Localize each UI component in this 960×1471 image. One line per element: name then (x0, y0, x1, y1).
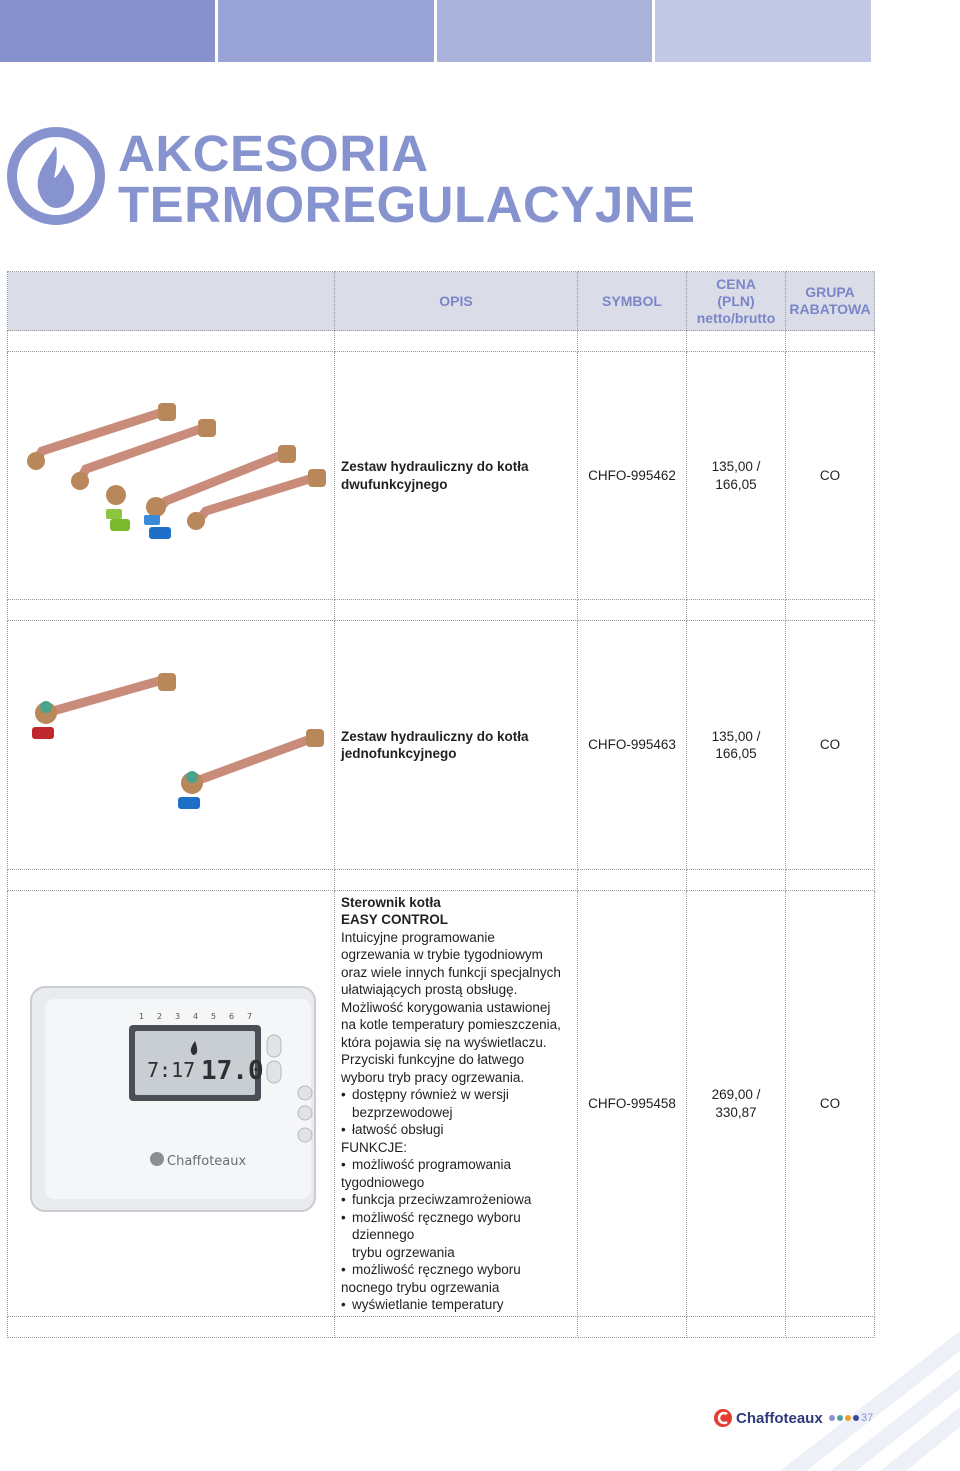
functions-heading: FUNKCJE: (341, 1139, 408, 1155)
title-line-1: AKCESORIA (118, 125, 429, 182)
price-netto: 135,00 / (711, 459, 761, 474)
list-item: • dostępny również w wersji bezprzewodowej (341, 1086, 571, 1121)
top-bar-segment-3 (437, 0, 652, 62)
table-row (8, 891, 875, 1317)
decorative-stripes (720, 1311, 960, 1471)
svg-text:1: 1 (139, 1012, 145, 1022)
svg-text:7: 7 (247, 1012, 253, 1022)
product-image-cell (8, 621, 335, 870)
product-name-line-2: dwufunkcyjnego (341, 476, 448, 492)
list-item: • możliwość programowania (341, 1156, 571, 1174)
product-price (687, 891, 786, 1317)
description-line: ułatwiających prostą obsługę. (341, 982, 518, 997)
list-item: • wyświetlanie temperatury (341, 1296, 571, 1314)
product-description (335, 891, 578, 1317)
product-price (687, 621, 786, 870)
table-header-row (8, 272, 875, 331)
page-title (118, 125, 696, 233)
header-cena-line-1: CENA (716, 275, 756, 292)
spacer-row (8, 331, 875, 352)
description-line: która pojawia się na wyświetlaczu. (341, 1034, 547, 1050)
table-row (8, 621, 875, 870)
price-table (7, 271, 875, 1338)
hydraulic-kit-double-icon (16, 403, 326, 543)
description-line: Intuicyjne programowanie (341, 929, 495, 945)
header-cena-line-3: netto/brutto (696, 309, 776, 326)
flame-icon (6, 126, 106, 226)
product-image-cell (8, 352, 335, 600)
page-number: 37 (861, 1412, 874, 1424)
chaffoteaux-logo-icon (713, 1408, 733, 1428)
svg-text:6: 6 (229, 1012, 235, 1022)
svg-text:7:17: 7:17 (147, 1058, 196, 1083)
feature-list-4 (341, 1296, 571, 1314)
product-group: CO (786, 891, 875, 1317)
header-grupa-line-1: GRUPA (805, 284, 855, 300)
product-description (335, 621, 578, 870)
product-name-line-1: Zestaw hydrauliczny do kotła (341, 728, 529, 744)
header-grupa-line-2: RABATOWA (789, 301, 871, 317)
description-line: Możliwość korygowania ustawionej (341, 999, 551, 1015)
product-price (687, 352, 786, 600)
header-opis: OPIS (335, 272, 578, 331)
lcd-readout (147, 1056, 264, 1086)
list-item: • możliwość ręcznego wyboru (341, 1261, 571, 1279)
feature-list-3 (341, 1191, 571, 1279)
footer-logo (713, 1408, 861, 1428)
header-grupa (786, 272, 875, 331)
footer-brand: Chaffoteaux (736, 1409, 823, 1427)
footer-dots (829, 1415, 861, 1421)
top-bar-segment-1 (0, 0, 215, 62)
description-line: tygodniowego (341, 1174, 425, 1190)
product-name-line-1: Zestaw hydrauliczny do kotła (341, 459, 529, 474)
list-item: • łatwość obsługi (341, 1121, 571, 1139)
product-symbol: CHFO-995462 (578, 352, 687, 600)
svg-text:2: 2 (157, 1012, 163, 1022)
description-line: na kotle temperatury pomieszczenia, (341, 1017, 561, 1032)
product-symbol: CHFO-995458 (578, 891, 687, 1317)
hydraulic-kit-single-icon (16, 673, 326, 813)
product-group: CO (786, 621, 875, 870)
device-brand-label: Chaffoteaux (167, 1154, 247, 1170)
price-brutto: 166,05 (715, 746, 757, 761)
title-line-2: TERMOREGULACYJNE (118, 176, 696, 233)
product-name-line-2: jednofunkcyjnego (341, 746, 457, 761)
product-name-line-1: Sterownik kotła (341, 894, 441, 910)
price-netto: 135,00 / (711, 728, 761, 744)
top-bar-segment-4 (655, 0, 871, 62)
svg-text:5: 5 (211, 1012, 217, 1022)
list-item: • funkcja przeciwzamrożeniowa (341, 1191, 571, 1209)
description-line: oraz wiele innych funkcji specjalnych (341, 964, 561, 980)
feature-list-2 (341, 1156, 571, 1174)
svg-text:17.0: 17.0 (201, 1056, 264, 1087)
price-brutto: 166,05 (715, 476, 757, 492)
top-color-bar (0, 0, 874, 62)
spacer-row (8, 600, 875, 621)
table-row (8, 352, 875, 600)
description-line: Przyciski funkcyjne do łatwego (341, 1052, 525, 1067)
price-netto: 269,00 / (711, 1087, 761, 1102)
product-symbol: CHFO-995463 (578, 621, 687, 870)
header-cena (687, 272, 786, 331)
description-line: wyboru tryb pracy ogrzewania. (341, 1069, 525, 1085)
top-bar-segment-2 (218, 0, 434, 62)
description-line: ogrzewania w trybie tygodniowym (341, 947, 543, 962)
price-brutto: 330,87 (715, 1104, 757, 1120)
spacer-row (8, 870, 875, 891)
product-image-cell (8, 891, 335, 1317)
header-symbol: SYMBOL (578, 272, 687, 331)
product-name-line-2: EASY CONTROL (341, 912, 449, 927)
product-group: CO (786, 352, 875, 600)
header-image-cell (8, 272, 335, 331)
list-item: • możliwość ręcznego wyboru dziennego trybu ogrzewania (341, 1209, 571, 1262)
svg-text:3: 3 (175, 1012, 181, 1022)
product-description (335, 352, 578, 600)
header-cena-line-2: (PLN) (717, 292, 755, 309)
thermostat-easy-control-icon (21, 981, 321, 1221)
svg-text:4: 4 (193, 1012, 199, 1022)
feature-list-1 (341, 1086, 571, 1139)
description-line: nocnego trybu ogrzewania (341, 1279, 500, 1295)
